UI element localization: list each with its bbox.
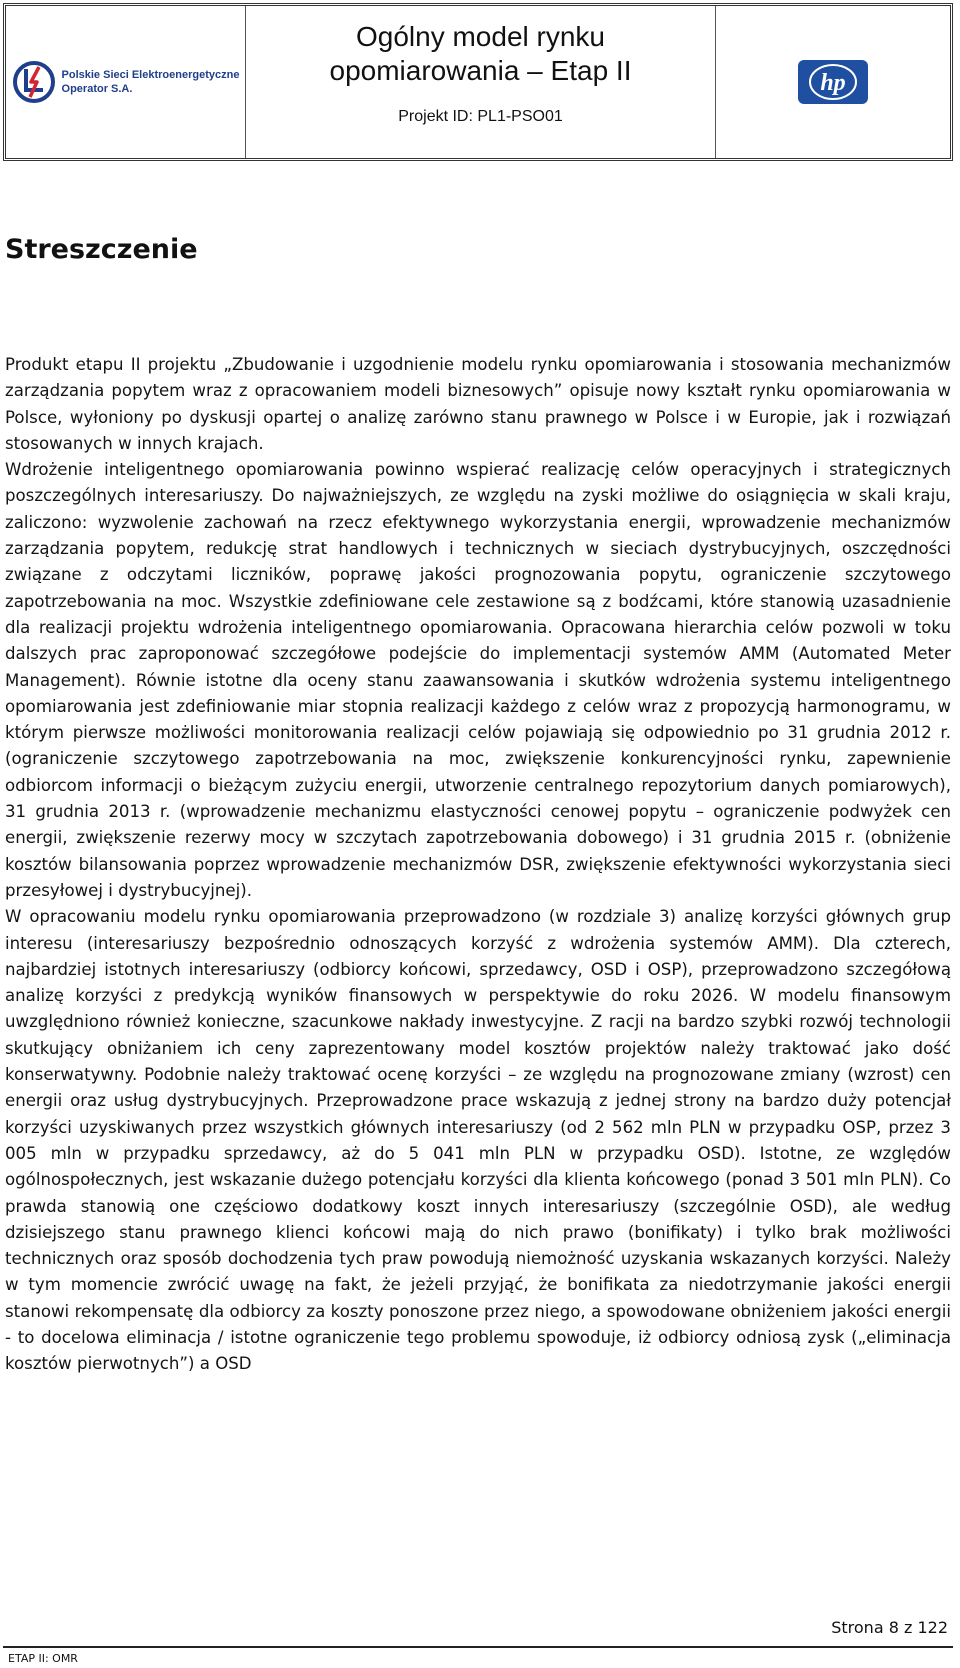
pse-logo-text bbox=[62, 68, 240, 96]
page-number: Strona 8 z 122 bbox=[831, 1618, 948, 1637]
document-title bbox=[330, 20, 632, 88]
hp-logo-text: hp bbox=[820, 70, 846, 96]
header-title-cell bbox=[246, 6, 716, 158]
hp-logo-icon bbox=[797, 59, 869, 105]
pse-logo-line2: Operator S.A. bbox=[61, 83, 133, 95]
footer-divider bbox=[3, 1646, 953, 1648]
document-header bbox=[3, 3, 953, 161]
summary-content bbox=[5, 352, 951, 1378]
header-left-logo-cell bbox=[6, 6, 246, 158]
footer-stage-label: ETAP II: OMR bbox=[8, 1652, 78, 1665]
section-heading: Streszczenie bbox=[5, 234, 198, 265]
paragraph-1: Produkt etapu II projektu „Zbudowanie i uzgodnienie modelu rynku opomiarowania i stosowania mechanizmów zarządzania popytem wraz z opracowaniem modeli biznesowych” opisuje nowy kształt rynku opomiarowania w Polsce, wyłoniony po dyskusji opartej o analizę zarówno stanu prawnego w Polsce i w Europie, jak i rozwiązań stosowanych w innych krajach. bbox=[5, 355, 951, 453]
document-title-line1: Ogólny model rynku bbox=[355, 21, 605, 52]
header-right-logo-cell bbox=[716, 6, 950, 158]
paragraph-2: Wdrożenie inteligentnego opomiarowania powinno wspierać realizację celów operacyjnych i strategicznych poszczególnych interesariuszy. Do najważniejszych, ze względu na zyski możliwe do osiągnięcia w skali kraju, zaliczono: wyzwolenie zachowań na rzecz efektywnego wykorzystania energii, wprowadzenie mechanizmów zarządzania popytem, redukcję strat handlowych i technicznych w sieciach dystrybucyjnych, oszczędności związane z odczytami liczników, poprawę jakości prognozowania popytu, ograniczenie szczytowego zapotrzebowania na moc. Wszystkie zdefiniowane cele zestawione są z bodźcami, które stanowią uzasadnienie dla realizacji projektu wdrożenia inteligentnego opomiarowania. Opracowana hierarchia celów pozwoli w toku dalszych prac zaproponować szczegółowe podejście do implementacji systemów AMM (Automated Meter Management). Równie istotne dla oceny stanu zaawansowania i skutków wdrożenia systemu inteligentnego opomiarowania jest zdefiniowanie miar stopnia realizacji każdego z celów wraz z propozycją harmonogramu, w którym pierwsze możliwości monitorowania realizacji celów pojawiają się odpowiednio po 31 grudnia 2012 r. (ograniczenie szczytowego zapotrzebowania na moc, zwiększenie konkurencyjności rynku, zapewnienie odbiorcom informacji o bieżącym zużyciu energii, utworzenie centralnego repozytorium danych pomiarowych), 31 grudnia 2013 r. (wprowadzenie mechanizmu elastyczności cenowej popytu – ograniczenie podwyżek cen energii, zwiększenie rezerwy mocy w szczytach zapotrzebowania dobowego) i 31 grudnia 2015 r. (obniżenie kosztów bilansowania poprzez wprowadzenie mechanizmów DSR, zwiększenie efektywności wykorzystania sieci przesyłowej i dystrybucyjnej). bbox=[5, 460, 951, 900]
paragraph-3: W opracowaniu modelu rynku opomiarowania przeprowadzono (w rozdziale 3) analizę korzyści głównych grup interesu (interesariuszy bezpośrednio odnoszących korzyść z wdrożenia systemów AMM). Dla czterech, najbardziej istotnych interesariuszy (odbiorcy końcowi, sprzedawcy, OSD i OSP), przeprowadzono szczegółową analizę korzyści z predykcją wyników finansowych w perspektywie do roku 2026. W modelu finansowym uwzględniono również konieczne, szacunkowe nakłady inwestycyjne. Z racji na bardzo szybki rozwój technologii skutkujący obniżaniem ich ceny zaprezentowany model kosztów projektów należy traktować jako dość konserwatywny. Podobnie należy traktować ocenę korzyści – ze względu na prognozowane zmiany (wzrost) cen energii oraz usług dystrybucyjnych. Przeprowadzone prace wskazują z jednej strony na bardzo duży potencjał korzyści uzyskiwanych przez wszystkich głównych interesariuszy (od 2 562 mln PLN w przypadku OSP, przez 3 005 mln w przypadku sprzedawcy, aż do 5 041 mln PLN w przypadku OSD). Istotne, ze względów ogólnospołecznych, jest wskazanie dużego potencjału korzyści dla klienta końcowego (ponad 3 501 mln PLN). Co prawda stanowią one częściowo dodatkowy koszt innych interesariuszy (szczególnie OSD), ale według dzisiejszego stanu prawnego klienci końcowi mają do nich prawo (bonifikaty) i tylko brak możliwości technicznych oraz sposób dochodzenia tych praw powodują niemożność uzyskania wskazanych korzyści. Należy w tym momencie zwrócić uwagę na fakt, że jeżeli przyjąć, że bonifikata za niedotrzymanie jakości energii stanowi rekompensatę dla odbiorcy za koszty ponoszone przez niego, a spowodowane obniżeniem jakości energii - to docelowa eliminacja / istotne ograniczenie tego problemu spowoduje, iż odbiorcy odniosą zysk („eliminacja kosztów pierwotnych”) a OSD bbox=[5, 907, 951, 1374]
pse-logo-icon bbox=[12, 60, 56, 104]
pse-logo-line1: Polskie Sieci Elektroenergetyczne bbox=[61, 69, 240, 81]
project-id: Projekt ID: PL1-PSO01 bbox=[398, 108, 563, 125]
pse-logo bbox=[12, 60, 240, 104]
document-title-line2: opomiarowania – Etap II bbox=[329, 55, 632, 86]
